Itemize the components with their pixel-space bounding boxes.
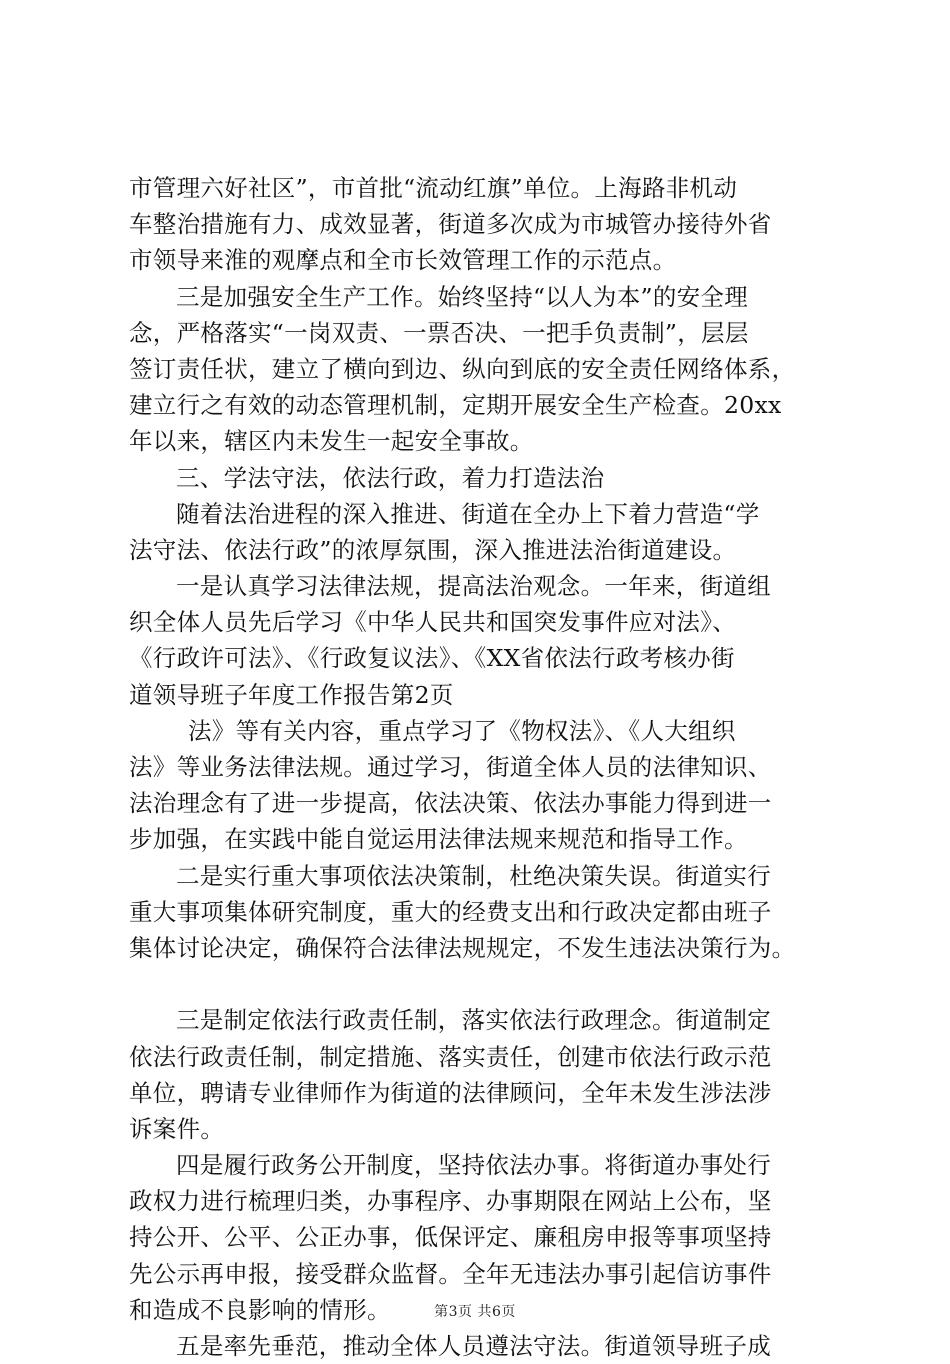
text-line: 念，严格落实“一岗双责、一票否决、一把手负责制”，层层 <box>129 318 749 347</box>
text-line: 车整治措施有力、成效显著，街道多次成为市城管办接待外省 <box>129 210 772 239</box>
paragraph-start-line: 二是实行重大事项依法决策制，杜绝决策失误。街道实行 <box>176 861 771 890</box>
paragraph-start-line: 三是制定依法行政责任制，落实依法行政理念。街道制定 <box>176 1006 771 1035</box>
text-line: 《行政许可法》、《行政复议法》、《XX省依法行政考核办街 <box>129 644 735 673</box>
text-line: 单位，聘请专业律师作为街道的法律顾问，全年未发生涉法涉 <box>129 1078 772 1107</box>
text-line: 建立行之有效的动态管理机制，定期开展安全生产检查。20xx <box>129 391 782 420</box>
text-line: 政权力进行梳理归类，办事程序、办事期限在网站上公布，坚 <box>129 1187 772 1216</box>
paragraph-start-line: 四是履行政务公开制度，坚持依法办事。将街道办事处行 <box>176 1151 771 1180</box>
text-line: 织全体人员先后学习《中华人民共和国突发事件应对法》、 <box>129 608 737 637</box>
document-body <box>129 170 844 1364</box>
text-line: 持公开、公平、公正办事，低保评定、廉租房申报等事项坚持 <box>129 1223 772 1252</box>
text-line: 和造成不良影响的情形。 <box>129 1295 391 1324</box>
paragraph-start-line: 三是加强安全生产工作。始终坚持“以人为本”的安全理 <box>176 282 749 311</box>
text-line: 签订责任状，建立了横向到边、纵向到底的安全责任网络体系， <box>129 354 796 383</box>
text-line: 法》等业务法律法规。通过学习，街道全体人员的法律知识、 <box>129 753 772 781</box>
text-line: 市领导来淮的观摩点和全市长效管理工作的示范点。 <box>129 246 677 275</box>
text-line: 年以来，辖区内未发生一起安全事故。 <box>129 427 534 456</box>
text-line: 先公示再申报，接受群众监督。全年无违法办事引起信访事件 <box>129 1259 772 1288</box>
text-line: 法》等有关内容，重点学习了《物权法》、《人大组织 <box>188 716 736 745</box>
text-line: 法治理念有了进一步提高，依法决策、依法办事能力得到进一 <box>129 789 772 818</box>
text-line: 重大事项集体研究制度，重大的经费支出和行政决定都由班子 <box>129 897 772 926</box>
text-line: 步加强，在实践中能自觉运用法律法规来规范和指导工作。 <box>129 825 748 854</box>
text-line: 集体讨论决定，确保符合法律法规规定，不发生违法决策行为。 <box>129 933 796 962</box>
text-line: 依法行政责任制，制定措施、落实责任，创建市依法行政示范 <box>129 1042 772 1071</box>
text-line: 市管理六好社区”，市首批“流动红旗”单位。上海路非机动 <box>129 174 738 202</box>
paragraph-gap <box>129 966 844 1002</box>
paragraph-start-line: 五是率先垂范，推动全体人员遵法守法。街道领导班子成 <box>176 1332 771 1360</box>
text-line: 法守法、依法行政”的浓厚氛围，深入推进法治街道建设。 <box>129 535 737 564</box>
text-line: 道领导班子年度工作报告第2页 <box>129 680 454 709</box>
text-line: 诉案件。 <box>129 1114 225 1143</box>
paragraph-start-line: 随着法治进程的深入推进、街道在全办上下着力营造“学 <box>176 499 760 528</box>
section-heading: 三、学法守法，依法行政，着力打造法治 <box>176 463 605 492</box>
page-number-footer: 第3页 共6页 <box>434 1304 516 1320</box>
paragraph-start-line: 一是认真学习法律法规，提高法治观念。一年来，街道组 <box>176 572 771 601</box>
